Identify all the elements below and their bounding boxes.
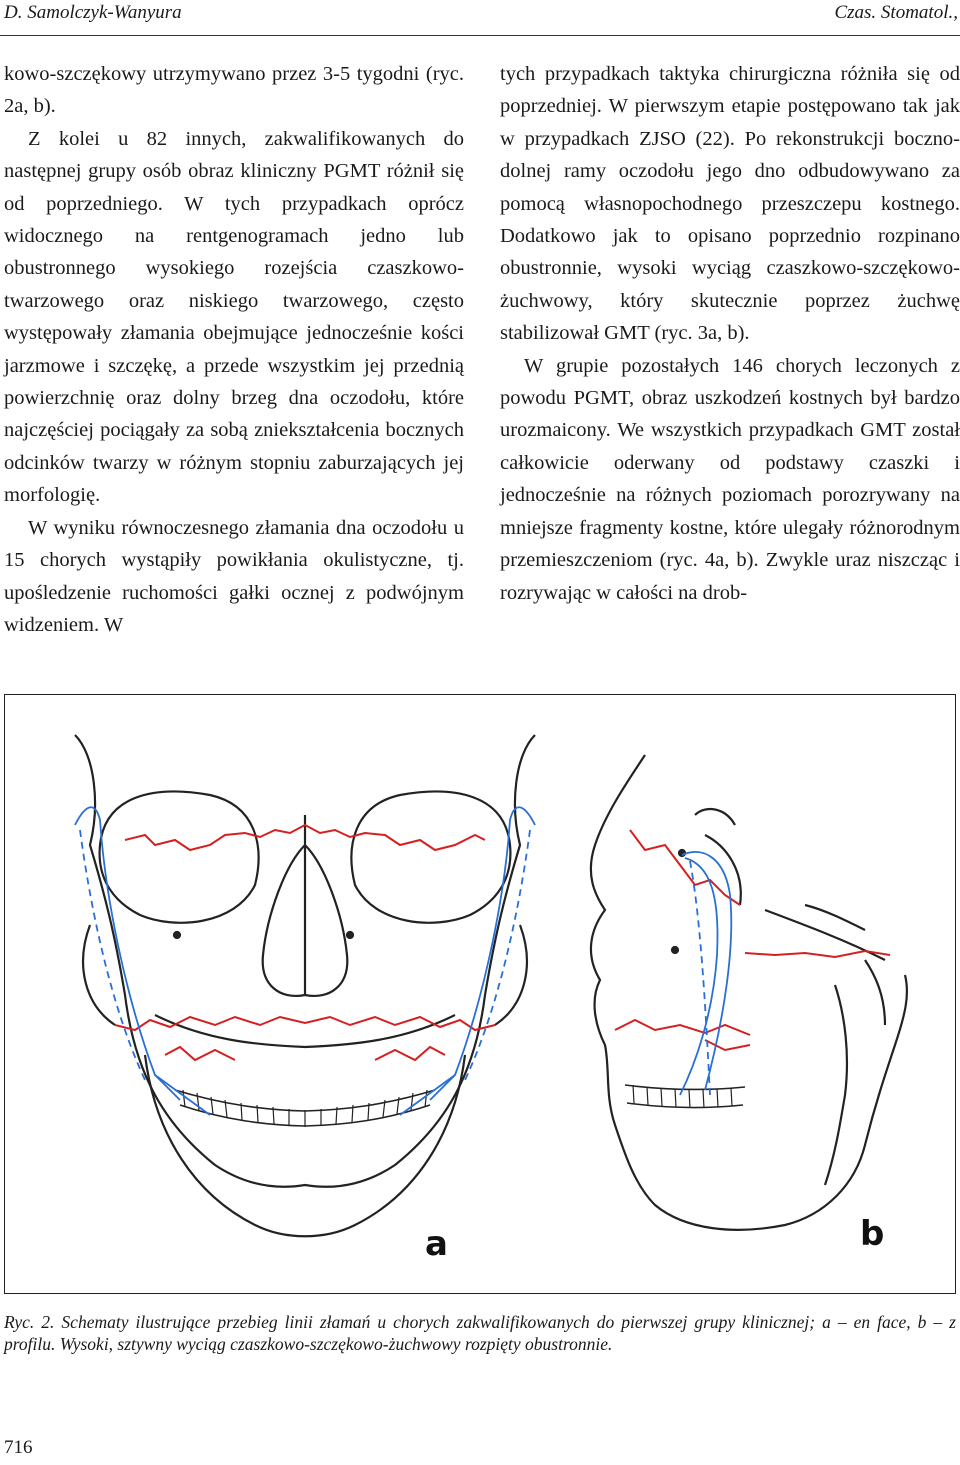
- fracture-lines-profile: [615, 830, 890, 1050]
- left-paragraph-1: kowo-szczękowy utrzymywano przez 3-5 tygodni (ryc. 2a, b).: [4, 63, 464, 118]
- running-head: [0, 0, 960, 40]
- traction-wires-profile: [680, 852, 731, 1095]
- right-paragraph-1: tych przypadkach taktyka chirurgiczna różniła się od poprzedniej. W pierwszym etapie postępowano tak jak w przypadkach ZJSO (22). Po rekonstrukcji boczno-dolnej ramy oczodołu jego dno odbudowywano za pomocą własnopochodnego przeszczepu kostnego. Dodatkowo jak to opisano poprzednio rozpinano obustronnie, wysoki wyciąg czaszkowo-szczękowo-żuchwowy, który skutecznie poprzez żuchwę stabilizował GMT (ryc. 3a, b).: [500, 63, 960, 345]
- panel-a-label: a: [425, 1224, 448, 1264]
- left-paragraph-2: Z kolei u 82 innych, zakwalifikowanych do następnej grupy osób obraz kliniczny PGMT różnił się od poprzedniego. W tych przypadkach oprócz widocznego na rentgenogramach jedno lub obustronnego wysokiego rozejścia czaszkowo-twarzowego oraz niskiego twarzowego, często występowały złamania obejmujące jednocześnie kości jarzmowe i szczękę, a przede wszystkim jej przednią powierzchnię oraz dolny brzeg dna oczodołu, które najczęściej pociągały za sobą zniekształcenia bocznych odcinków twarzy w różnym stopniu zaburzających jej morfologię.: [4, 127, 464, 507]
- right-text-column: [500, 58, 960, 609]
- right-paragraph-2: W grupie pozostałych 146 chorych leczonych z powodu PGMT, obraz uszkodzeń kostnych był bardzo urozmaicony. We wszystkich przypadkach GMT został całkowicie oderwany od podstawy czaszki i jednocześnie na różnych poziomach porozrywany na mniejsze fragmenty kostne, które ulegały różnorodnym przemieszczeniom (ryc. 4a, b). Zwykle uraz niszcząc i rozrywając w całości na drob-: [500, 354, 960, 604]
- running-head-rule: [0, 35, 960, 36]
- figure-caption: Ryc. 2. Schematy ilustrujące przebieg linii złamań u chorych zakwalifikowanych do pierwszej grupy klinicznej; a – en face, b – z profilu. Wysoki, sztywny wyciąg czaszkowo-szczękowo-żuchwowy rozpięty obustronnie.: [4, 1312, 956, 1354]
- running-head-journal: Czas. Stomatol.,: [834, 2, 958, 23]
- skull-front-view: [75, 735, 535, 1236]
- page-number: 716: [4, 1437, 33, 1458]
- running-head-author: D. Samolczyk-Wanyura: [4, 2, 182, 23]
- skull-profile-view: [591, 755, 907, 1230]
- left-paragraph-3: W wyniku równoczesnego złamania dna oczodołu u 15 chorych wystąpiły powikłania okulistyczne, tj. upośledzenie ruchomości gałki ocznej z podwójnym widzeniem. W: [4, 516, 464, 636]
- panel-b-label: b: [860, 1214, 885, 1254]
- figure-2: [4, 694, 956, 1294]
- figure-illustration: [5, 695, 955, 1293]
- left-text-column: [4, 58, 464, 641]
